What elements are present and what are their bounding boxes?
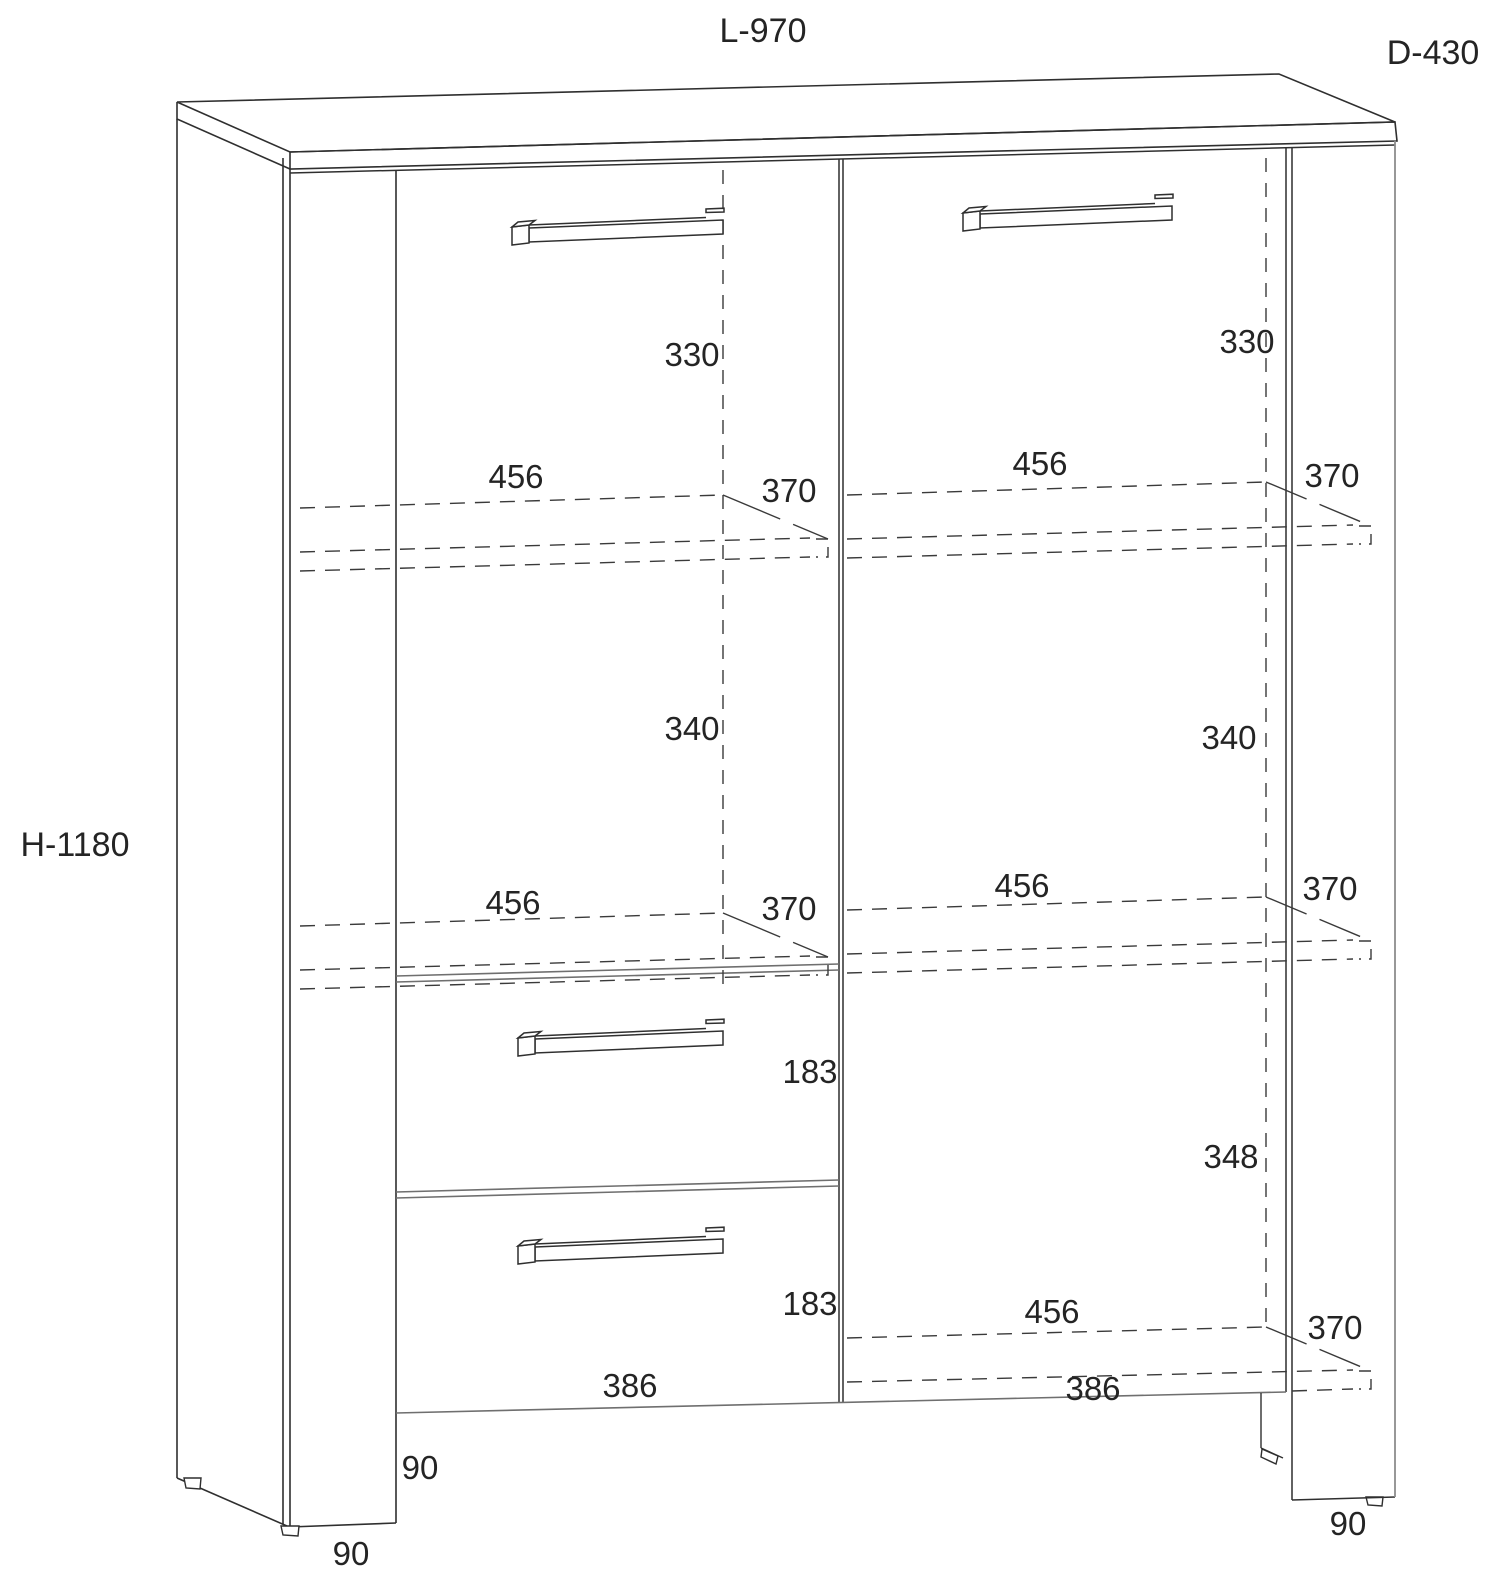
drawer-divider-bottom (396, 1186, 839, 1198)
dim-right-leg-width: 90 (1329, 1505, 1367, 1542)
dim-left-leg-depth: 90 (332, 1535, 370, 1572)
dim-left-shelf1-width: 456 (488, 458, 544, 495)
dim-left-shelf1-to-shelf2: 340 (664, 710, 720, 747)
dim-left-bottom-width: 386 (602, 1367, 658, 1404)
bottom-and-gap-edges (396, 964, 1286, 1413)
dim-left-plinth-height: 90 (401, 1449, 439, 1486)
dim-left-shelf1-depth: 370 (761, 472, 817, 509)
dim-right-shelf2-depth: 370 (1302, 870, 1358, 907)
dim-right-shelf3-width: 456 (1024, 1293, 1080, 1330)
dim-left-shelf2-depth: 370 (761, 890, 817, 927)
dim-right-shelf2-to-shelf3: 348 (1203, 1138, 1259, 1175)
handle-right-door (963, 194, 1173, 231)
shelf-left-1-hidden (300, 495, 828, 571)
dim-drawer1-height: 183 (782, 1053, 838, 1090)
cabinet-bottom-edge (396, 1392, 1286, 1413)
dim-overall-depth: D-430 (1386, 34, 1480, 72)
rear-right-leg (1261, 1393, 1283, 1464)
foot-front-left (281, 1526, 299, 1536)
dim-right-top-to-shelf1: 330 (1219, 323, 1275, 360)
foot-rear-left (184, 1478, 201, 1489)
dim-left-shelf2-width: 456 (485, 884, 541, 921)
dim-right-shelf3-depth: 370 (1307, 1309, 1363, 1346)
dim-drawer2-height: 183 (782, 1285, 838, 1322)
dim-overall-width: L-970 (719, 12, 807, 50)
dim-right-bottom-width: 386 (1065, 1370, 1121, 1407)
dim-right-shelf1-width: 456 (1012, 445, 1068, 482)
cabinet-feet (184, 1478, 1383, 1536)
dimension-labels (21, 12, 1480, 1572)
dimension-lines-vertical (723, 158, 1266, 1327)
top-panel (177, 74, 1397, 169)
dim-right-shelf1-depth: 370 (1304, 457, 1360, 494)
handle-drawer-1 (518, 1019, 724, 1056)
drawer-divider-top (396, 1180, 839, 1192)
dim-right-shelf2-width: 456 (994, 867, 1050, 904)
handle-drawer-2 (518, 1227, 724, 1264)
left-side-panel (177, 119, 396, 1527)
dim-overall-height: H-1180 (20, 826, 130, 864)
dim-left-top-to-shelf1: 330 (664, 336, 720, 373)
handle-left-door (512, 208, 724, 245)
door-drawer-gap-bottom (396, 970, 839, 982)
dim-right-shelf1-to-shelf2: 340 (1201, 719, 1257, 756)
